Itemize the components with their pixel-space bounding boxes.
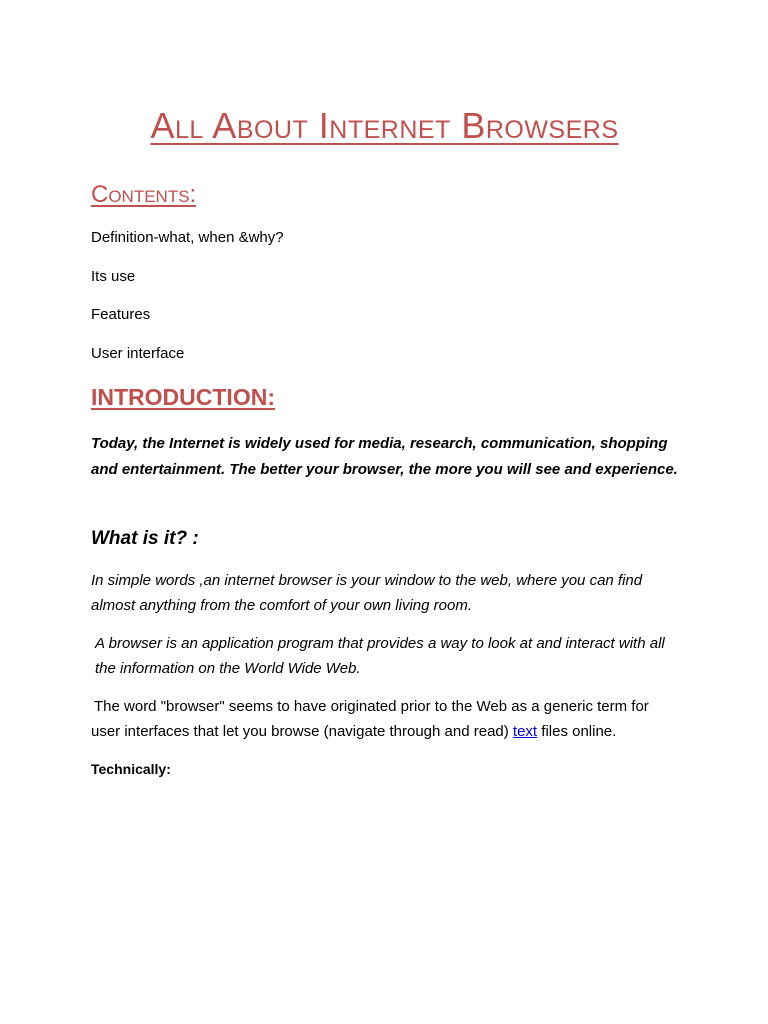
contents-list [91, 228, 678, 364]
paragraph-3-text-after: files online. [537, 723, 617, 740]
contents-item: Its use [91, 267, 136, 285]
contents-item: Definition-what, when &why? [91, 229, 284, 246]
contents-item: User interface [91, 344, 185, 362]
introduction-text: Today, the Internet is widely used for media, research, communication, shopping and entertainment. The better your browser, the more you will see and experience. [91, 435, 678, 478]
what-is-it-paragraph-2: A browser is an application program that provides a way to look at and interact with all the information on the World Wide Web. [95, 635, 665, 677]
contents-item: Features [91, 306, 151, 323]
introduction-heading: INTRODUCTION: [91, 384, 275, 410]
document-title: All About Internet Browsers [150, 105, 619, 146]
what-is-it-heading: What is it? : [91, 528, 199, 549]
text-link[interactable]: text [512, 723, 538, 740]
what-is-it-paragraph-1: In simple words ,an internet browser is your window to the web, where you can find almost anything from the comfort of your own living room. [91, 572, 643, 614]
contents-heading: Contents: [91, 181, 197, 208]
technically-heading: Technically: [91, 761, 171, 777]
what-is-it-paragraph-3 [91, 694, 678, 744]
paragraph-3-text-before: The word "browser" seems to have originated prior to the Web as a generic term for user interfaces that let you browse (navigate through and read) [91, 698, 649, 740]
